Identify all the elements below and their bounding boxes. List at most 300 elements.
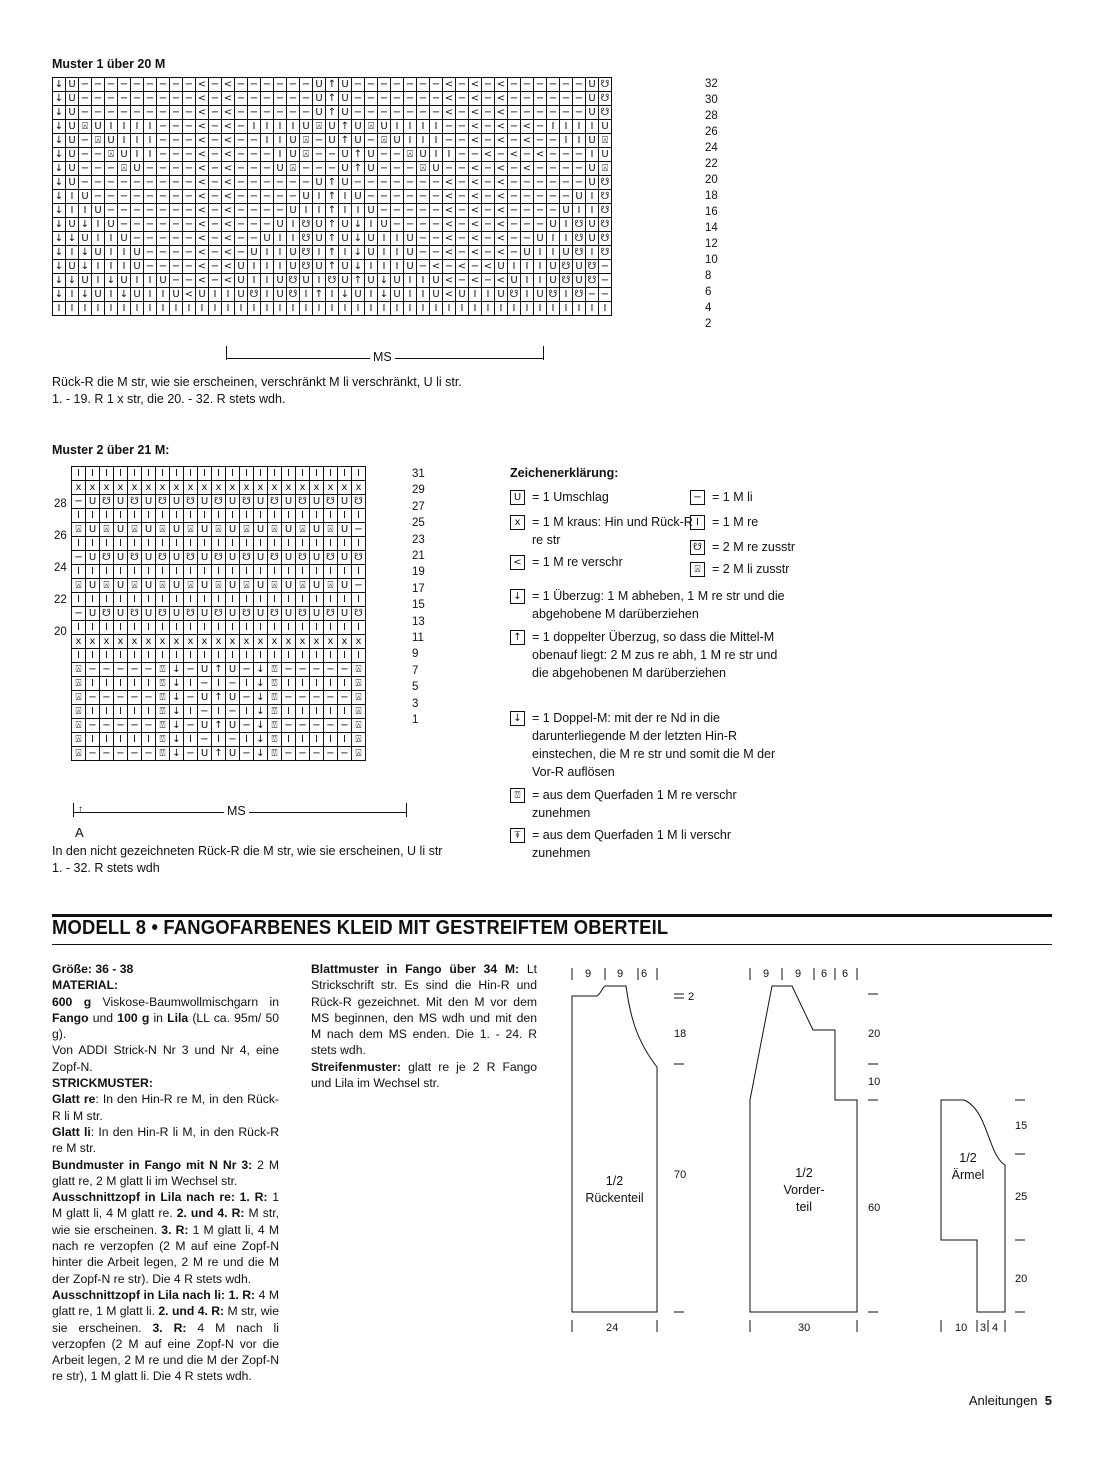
stitch-cell: − [114,691,128,705]
stitch-cell: U [66,78,79,92]
stitch-cell: − [378,176,391,190]
stitch-cell: I [226,565,240,579]
stitch-cell: I [352,649,366,663]
stitch-cell: ☋ [184,607,198,621]
stitch-cell: I [310,537,324,551]
stitch-cell: I [156,565,170,579]
stitch-cell: − [456,232,469,246]
stitch-cell: ⍓ [105,148,118,162]
stitch-cell: I [378,260,391,274]
stitch-cell: < [495,190,508,204]
stitch-cell: < [222,218,235,232]
sleeve-dim-right-2: 25 [1015,1191,1028,1203]
stitch-cell: U [310,551,324,565]
stitch-cell: < [521,134,534,148]
stitch-cell: − [573,92,586,106]
stitch-cell: − [142,719,156,733]
stitch-cell: ↓ [254,719,268,733]
stitch-cell: I [521,260,534,274]
stitch-cell: ⍓ [184,523,198,537]
stitch-cell: − [105,106,118,120]
stitch-cell: − [300,92,313,106]
stitch-cell: − [313,134,326,148]
stitch-cell: I [118,260,131,274]
stitch-cell: U [86,607,100,621]
stitch-cell: ☋ [184,495,198,509]
stitch-cell: − [248,232,261,246]
stitch-cell: U [226,747,240,761]
stitch-cell: < [196,190,209,204]
stitch-cell: I [482,302,495,316]
stitch-cell: I [212,733,226,747]
stitch-cell: ↓ [352,232,365,246]
stitch-cell: ↑ [326,246,339,260]
stitch-cell: U [282,551,296,565]
muster2-note-1: In den nicht gezeichneten Rück-R die M str, wie sie erscheinen, U li str [52,844,443,858]
stitch-cell: I [560,288,573,302]
stitch-cell: ☋ [560,274,573,288]
stitch-cell: − [157,92,170,106]
stitch-cell: ⍔ [268,705,282,719]
stitch-cell: < [196,260,209,274]
stitch-cell: < [222,78,235,92]
stitch-cell: < [222,232,235,246]
stitch-cell: I [310,467,324,481]
stitch-cell: − [131,190,144,204]
stitch-cell: ⍔ [268,719,282,733]
stitch-cell: < [443,288,456,302]
stitch-cell: I [261,246,274,260]
stitch-cell: I [100,649,114,663]
stitch-cell: I [114,621,128,635]
back-dim-right-3: 70 [674,1169,687,1181]
stitch-cell: I [226,537,240,551]
stitch-cell: − [92,190,105,204]
stitch-cell: ⍓ [296,523,310,537]
stitch-cell: − [417,176,430,190]
stitch-cell: − [209,176,222,190]
muster1-note-2: 1. - 19. R 1 x str, die 20. - 32. R stets wdh. [52,392,286,406]
stitch-cell: − [157,260,170,274]
muster1-title: Muster 1 über 20 M [52,57,166,71]
stitch-cell: ☋ [128,495,142,509]
stitch-cell: I [404,302,417,316]
stitch-cell: − [118,190,131,204]
stitch-cell: I [430,120,443,134]
stitch-cell: ↓ [170,691,184,705]
stitch-cell: I [547,246,560,260]
stitch-cell: − [482,78,495,92]
stitch-cell: U [282,579,296,593]
stitch-cell: < [495,176,508,190]
stitch-cell: U [170,523,184,537]
stitch-cell: − [560,148,573,162]
stitch-cell: I [128,565,142,579]
stitch-cell: − [209,218,222,232]
stitch-cell: − [456,134,469,148]
stitch-cell: U [170,551,184,565]
stitch-cell: I [365,260,378,274]
muster2-ms-bracket [73,803,407,817]
stitch-cell: U [235,260,248,274]
stitch-cell: U [226,495,240,509]
stitch-cell: − [274,176,287,190]
stitch-cell: I [300,204,313,218]
stitch-cell: − [274,78,287,92]
stitch-cell: I [142,705,156,719]
stitch-cell: − [92,92,105,106]
stitch-cell: − [72,495,86,509]
stitch-cell: − [248,92,261,106]
stitch-cell: I [226,509,240,523]
stitch-cell: − [131,176,144,190]
stitch-cell: I [184,593,198,607]
stitch-cell: U [235,274,248,288]
stitch-cell: U [352,190,365,204]
stitch-cell: I [66,204,79,218]
stitch-cell: U [170,579,184,593]
row-number-right: 25 [412,517,425,530]
stitch-cell: ⍔ [268,733,282,747]
stitch-cell: I [560,134,573,148]
stitch-cell: ⍓ [72,747,86,761]
stitch-cell: − [482,162,495,176]
stitch-cell: − [547,78,560,92]
stitch-cell: − [300,162,313,176]
stitch-cell: − [417,78,430,92]
stitch-cell: − [92,176,105,190]
stitch-cell: ☋ [268,607,282,621]
stitch-cell: − [248,162,261,176]
stitch-cell: − [547,162,560,176]
stitch-cell: − [282,663,296,677]
stitch-cell: I [324,733,338,747]
stitch-cell: U [365,274,378,288]
stitch-cell: − [105,162,118,176]
stitch-cell: < [469,274,482,288]
stitch-cell: I [586,148,599,162]
stitch-cell: I [417,134,430,148]
stitch-cell: x [240,481,254,495]
stitch-cell: I [261,120,274,134]
stitch-cell: U [599,148,612,162]
stitch-cell: − [287,190,300,204]
stitch-cell: ↓ [352,218,365,232]
stitch-cell: − [547,190,560,204]
stitch-cell: U [339,78,352,92]
stitch-cell: I [128,649,142,663]
stitch-cell: < [196,120,209,134]
stitch-cell: ⍓ [313,120,326,134]
stitch-cell: − [534,204,547,218]
stitch-cell: x [310,481,324,495]
stitch-cell: I [310,649,324,663]
stitch-cell: I [313,302,326,316]
stitch-cell: I [114,733,128,747]
stitch-cell: I [118,120,131,134]
stitch-cell: I [300,302,313,316]
stitch-cell: U [142,607,156,621]
stitch-cell: − [144,162,157,176]
stitch-cell: U [118,274,131,288]
stitch-cell: − [131,92,144,106]
stitch-cell: < [183,288,196,302]
stitch-cell: < [495,134,508,148]
row-number: 32 [705,78,718,90]
stitch-cell: I [196,302,209,316]
stitch-cell: ⍓ [184,579,198,593]
stitch-cell: − [534,190,547,204]
stitch-cell: − [391,106,404,120]
stitch-cell: I [240,467,254,481]
stitch-cell: − [209,134,222,148]
stitch-cell: − [248,176,261,190]
stitch-cell: I [326,288,339,302]
front-dim-top-1: 9 [763,968,770,980]
stitch-cell: I [261,274,274,288]
stitch-cell: I [310,705,324,719]
stitch-cell: − [183,134,196,148]
stitch-cell: ↓ [53,134,66,148]
stitch-cell: I [212,649,226,663]
stitch-cell: I [170,649,184,663]
row-number: 10 [705,254,718,266]
stitch-cell: ⍓ [100,523,114,537]
row-number-right: 27 [412,500,425,513]
stitch-cell: − [326,148,339,162]
stitch-cell: ☋ [296,551,310,565]
stitch-cell: − [248,78,261,92]
stitch-cell: U [198,551,212,565]
stitch-cell: ⍓ [92,134,105,148]
stitch-cell: − [443,162,456,176]
stitch-cell: − [235,190,248,204]
stitch-cell: ↑ [212,663,226,677]
stitch-cell: U [114,495,128,509]
stitch-cell: − [573,176,586,190]
stitch-cell: U [131,288,144,302]
legend-text: = 2 M li zusstr [712,562,790,576]
stitch-cell: I [184,733,198,747]
stitch-cell: I [287,302,300,316]
stitch-cell: I [156,537,170,551]
stitch-cell: U [599,120,612,134]
stitch-cell: U [198,523,212,537]
stitch-cell: − [456,274,469,288]
stitch-cell: U [352,120,365,134]
stitch-cell: I [248,302,261,316]
stitch-cell: U [310,579,324,593]
front-dim-right-2: 10 [868,1076,881,1088]
stitch-cell: U [404,260,417,274]
stitch-cell: < [222,148,235,162]
stitch-cell: I [72,621,86,635]
stitch-cell: I [254,649,268,663]
stitch-cell: ☋ [300,260,313,274]
stitch-cell: I [226,621,240,635]
back-label: 1/2 Rückenteil [585,1174,644,1205]
stitch-cell: ↓ [254,691,268,705]
stitch-cell: − [404,176,417,190]
muster2-note-2: 1. - 32. R stets wdh [52,861,160,875]
stitch-cell: U [534,232,547,246]
stitch-cell: U [310,607,324,621]
stitch-cell: U [157,274,170,288]
stitch-cell: x [128,635,142,649]
stitch-cell: − [240,663,254,677]
stitch-cell: x [268,635,282,649]
stitch-cell: ☋ [296,495,310,509]
stitch-cell: − [338,663,352,677]
stitch-cell: x [156,635,170,649]
stitch-cell: I [170,509,184,523]
stitch-cell: − [430,190,443,204]
stitch-cell: ⍓ [296,579,310,593]
stitch-cell: I [184,565,198,579]
stitch-cell: I [72,509,86,523]
stitch-cell: − [365,106,378,120]
stitch-cell: U [313,92,326,106]
stitch-cell: − [430,176,443,190]
stitch-cell: I [198,621,212,635]
stitch-cell: − [209,204,222,218]
stitch-cell: − [430,92,443,106]
stitch-cell: − [287,78,300,92]
stitch-cell: x [142,481,156,495]
stitch-cell: ☋ [586,274,599,288]
stitch-cell: ↓ [53,92,66,106]
stitch-cell: < [495,246,508,260]
stitch-cell: I [142,593,156,607]
stitch-cell: U [365,162,378,176]
stitch-cell: − [235,204,248,218]
stitch-cell: − [521,92,534,106]
stitch-cell: − [144,78,157,92]
stitch-cell: − [105,92,118,106]
stitch-cell: − [170,218,183,232]
stitch-cell: − [92,148,105,162]
stitch-cell: I [184,509,198,523]
stitch-cell: − [508,232,521,246]
stitch-cell: − [128,719,142,733]
stitch-cell: I [142,467,156,481]
stitch-cell: U [226,523,240,537]
stitch-cell: − [443,120,456,134]
stitch-cell: U [547,260,560,274]
stitch-cell: U [365,246,378,260]
stitch-cell: − [105,78,118,92]
stitch-cell: U [339,260,352,274]
sleeve-outline [941,1100,1005,1312]
stitch-cell: ☋ [586,260,599,274]
stitch-cell: − [282,719,296,733]
stitch-cell: − [404,190,417,204]
stitch-cell: − [92,106,105,120]
stitch-cell: − [235,176,248,190]
stitch-cell: I [338,509,352,523]
stitch-cell: I [296,565,310,579]
stitch-cell: − [521,218,534,232]
stitch-cell: I [240,537,254,551]
stitch-cell: − [417,204,430,218]
stitch-cell: I [100,509,114,523]
stitch-cell: ↓ [53,176,66,190]
stitch-cell: U [282,523,296,537]
stitch-cell: < [469,92,482,106]
front-dim-top-3: 6 [821,968,828,980]
stitch-cell: I [547,302,560,316]
stitch-cell: U [114,607,128,621]
stitch-cell: I [142,509,156,523]
stitch-cell: ☋ [212,495,226,509]
stitch-cell: < [196,232,209,246]
stitch-cell: I [300,288,313,302]
stitch-cell: − [235,120,248,134]
legend-symbol-icon: x [510,515,525,530]
stitch-cell: I [157,302,170,316]
legend-symbol-icon: I [690,515,705,530]
stitch-cell: I [352,593,366,607]
stitch-cell: ☋ [547,288,560,302]
stitch-cell: − [184,747,198,761]
stitch-cell: − [300,106,313,120]
row-number-right: 17 [412,582,425,595]
stitch-cell: I [114,593,128,607]
stitch-cell: x [156,481,170,495]
stitch-cell: U [118,148,131,162]
legend-symbol-icon: U [510,490,525,505]
stitch-cell: − [456,120,469,134]
stitch-cell: ↑ [212,691,226,705]
stitch-cell: I [324,649,338,663]
stitch-cell: I [310,509,324,523]
stitch-cell: ↓ [79,288,92,302]
stitch-cell: ↑ [339,134,352,148]
stitch-cell: − [79,106,92,120]
muster2-chart [71,466,366,761]
stitch-cell: I [586,120,599,134]
stitch-cell: I [254,467,268,481]
stitch-cell: − [157,134,170,148]
stitch-cell: I [128,467,142,481]
stitch-cell: I [352,565,366,579]
stitch-cell: < [469,246,482,260]
stitch-cell: I [324,593,338,607]
stitch-cell: − [235,218,248,232]
stitch-cell: − [170,232,183,246]
stitch-cell: ↓ [53,274,66,288]
stitch-cell: − [560,162,573,176]
stitch-cell: U [287,260,300,274]
stitch-cell: I [226,467,240,481]
stitch-cell: I [282,621,296,635]
stitch-cell: ⍓ [268,523,282,537]
arrow-up-icon: ↑ [78,804,83,815]
stitch-cell: ↓ [53,78,66,92]
stitch-cell: ☋ [156,551,170,565]
stitch-cell: I [274,302,287,316]
back-dim-right-1: 2 [688,991,695,1003]
stitch-cell: − [209,232,222,246]
stitch-cell: I [105,246,118,260]
stitch-cell: U [114,551,128,565]
stitch-cell: − [508,106,521,120]
stitch-cell: − [183,78,196,92]
stitch-cell: − [391,204,404,218]
stitch-cell: ☋ [268,551,282,565]
stitch-cell: − [508,120,521,134]
stitch-cell: − [144,92,157,106]
